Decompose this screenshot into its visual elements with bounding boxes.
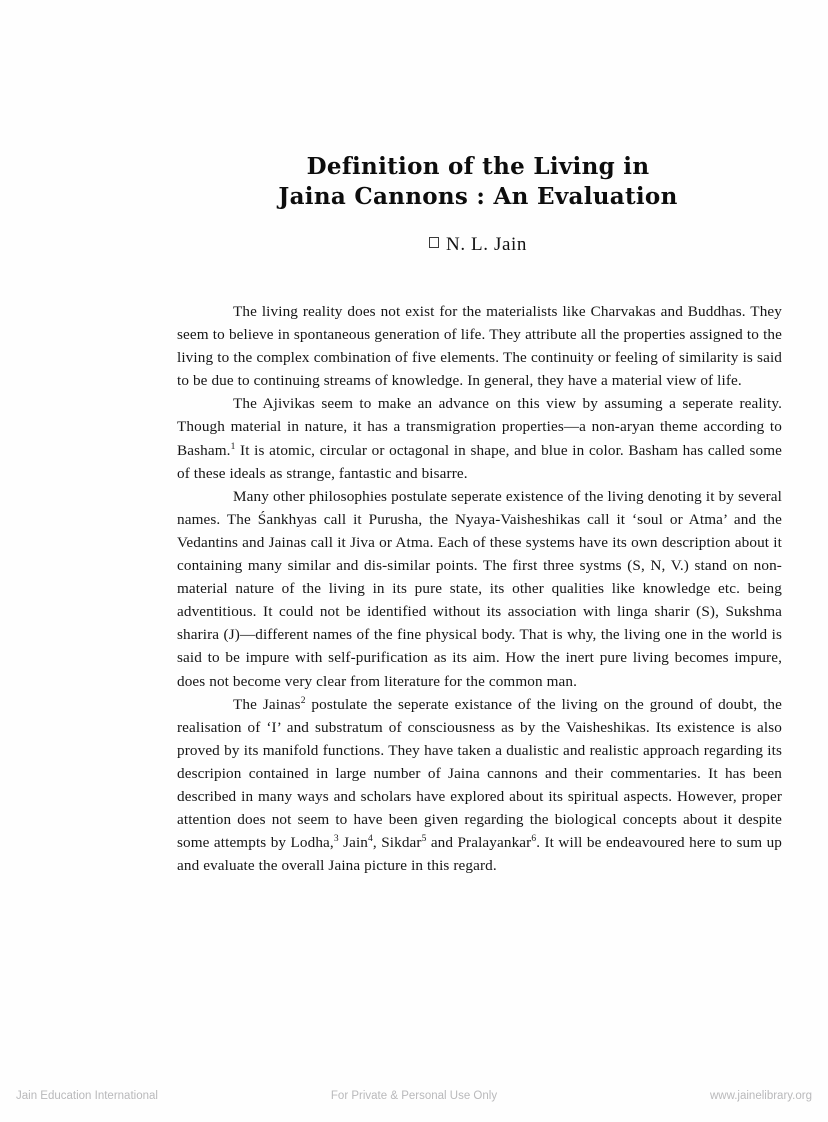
- square-bullet-icon: [429, 237, 439, 248]
- title-line-1: Definition of the Living in: [306, 153, 650, 180]
- footer-usage-notice: For Private & Personal Use Only: [330, 1090, 498, 1102]
- footer-website[interactable]: www.jainelibrary.org: [709, 1090, 812, 1102]
- footnote-ref-basham[interactable]: 1: [230, 441, 236, 452]
- article-body: [177, 300, 782, 877]
- author-name: N. L. Jain: [446, 234, 527, 255]
- paragraph-3-text: Many other philosophies postulate seperate existence of the living denoting it by several names. The Śankhyas call it Purusha, the Nyaya-Vaisheshikas call it ‘soul or Atma’ and the Vedantins and Jainas call it Jiva or Atma. Each of these systems have its own description about it containing many similar and dis-similar points. The first three systms (S, N, V.) stand on non-material nature of the living in its pure state, its other qualities like knowledge etc. being adventitious. It could not be identified without its association with linga sharir (S), Sukshma sharira (J)—different names of the fine physical body. That is why, the living one in the world is said to be impure with self-purification as its aim. How the inert pure living becomes impure, does not become very clear from literature for the common man.: [177, 487, 782, 690]
- paragraph-2-lead: The Ajivikas seem to make an advance on this view by assuming a seperate reality. Though material in nature, it has a transmigration properties—a non-aryan theme according to Basham.: [177, 395, 782, 459]
- paragraph-4-body: postulate the seperate existance of the living on the ground of doubt, the realisation of ‘I’ and substratum of consciousness as by the Vaisheshikas. Its existence is also proved by its manifold functions. They have taken a dualistic and realistic approach regarding its descripion contained in large number of Jaina cannons and their commentaries. It has been described in many ways and scholars have explored about its spiritual aspects. However, proper attention does not seem to have been given regarding the biological concepts about it despite some attempts by Lodha,: [177, 695, 782, 852]
- paragraph-3: [177, 485, 782, 693]
- paragraph-1: [177, 300, 782, 392]
- paragraph-4-pralayankar: and Pralayankar: [426, 834, 532, 852]
- paragraph-4-lead: The Jainas: [233, 695, 301, 713]
- footnote-ref-lodha[interactable]: 3: [333, 834, 339, 845]
- page-title: [175, 152, 781, 212]
- page-footer: [0, 1090, 828, 1110]
- paragraph-4-sikdar: , Sikdar: [372, 834, 422, 852]
- footnote-ref-jain[interactable]: 4: [368, 834, 373, 845]
- paragraph-2-tail: It is atomic, circular or octagonal in shape, and blue in color. Basham has called some of these ideals as strange, fantastic and bisarre.: [177, 441, 782, 482]
- paragraph-4: [177, 693, 782, 878]
- paragraph-4-jain: Jain: [338, 834, 369, 852]
- footnote-ref-jainas[interactable]: 2: [300, 695, 306, 706]
- paragraph-2: [177, 392, 782, 484]
- author-byline: [175, 232, 781, 258]
- footnote-ref-pralayankar[interactable]: 6: [531, 834, 537, 845]
- title-line-2: Jaina Cannons : An Evaluation: [278, 183, 678, 210]
- footer-organization: Jain Education International: [16, 1090, 158, 1102]
- paragraph-4-tail: . It will be endeavoured here to sum up and evaluate the overall Jaina picture in this regard.: [177, 834, 782, 875]
- paragraph-1-text: The living reality does not exist for the materialists like Charvakas and Buddhas. They seem to believe in spontaneous generation of life. They attribute all the properties assigned to the living to the complex combination of five elements. The continuity or feeling of similarity is said to be due to continuing streams of knowledge. In general, they have a material view of life.: [177, 303, 782, 390]
- footnote-ref-sikdar[interactable]: 5: [421, 834, 427, 845]
